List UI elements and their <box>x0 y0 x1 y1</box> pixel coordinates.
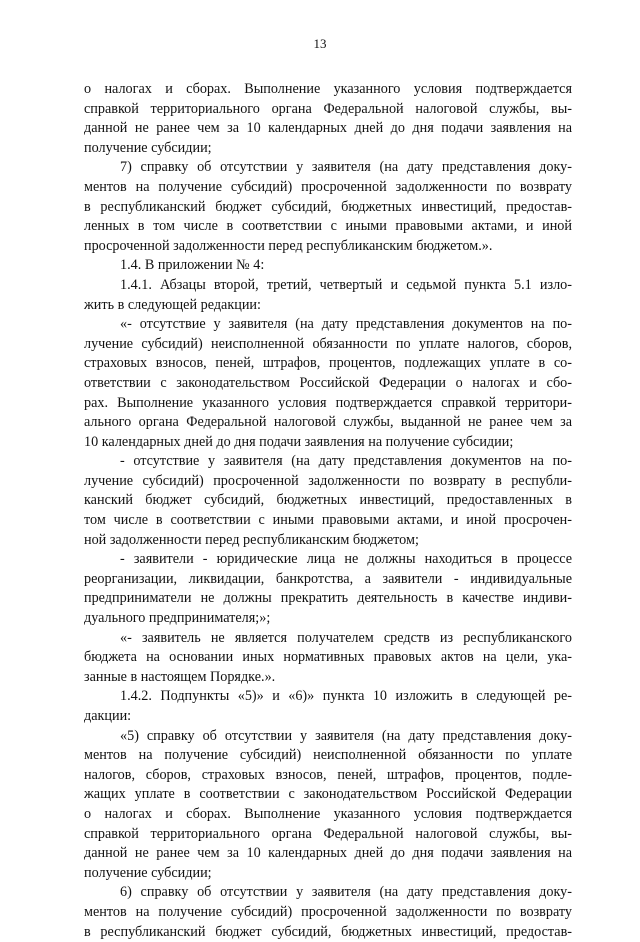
text-line: ленных в том числе в соответствии с иными правовыми актами, и иной <box>84 218 572 235</box>
text-line: о налогах и сборах. Выполнение указанного условия подтверждается <box>84 81 572 97</box>
text-line: реорганизации, ликвидации, банкротства, а заявители - индивидуальные <box>84 570 572 587</box>
text-line: 1.4.2. Подпункты «5)» и «6)» пункта 10 изложить в следующей ре- <box>120 688 572 705</box>
text-line: том числе в соответствии с иными правовыми актами, и иной просрочен- <box>84 512 572 529</box>
text-line: дакции: <box>84 708 132 724</box>
text-line: ментов на получение субсидий) просроченной задолженности по возврату <box>84 903 572 920</box>
text-line: данной не ранее чем за 10 календарных дней до дня подачи заявления на <box>84 845 572 862</box>
page-number: 13 <box>313 36 327 51</box>
text-line: 6) справку об отсутствии у заявителя (на дату представления доку- <box>120 884 572 901</box>
text-line: «- отсутствие у заявителя (на дату представления документов на по- <box>120 316 572 333</box>
text-line: рах. Выполнение указанного условия подтверждается справкой территори- <box>84 394 572 411</box>
document-body <box>84 80 572 942</box>
text-line: данной не ранее чем за 10 календарных дней до дня подачи заявления на <box>84 120 572 137</box>
text-line: о налогах и сборах. Выполнение указанного условия подтверждается <box>84 805 572 822</box>
text-line: ального органа Федеральной налоговой службы, выданной не ранее чем за <box>84 414 572 431</box>
text-line: лучение субсидий) просроченной задолженности по возврату в республи- <box>84 472 572 489</box>
text-line: жить в следующей редакции: <box>84 296 261 313</box>
text-line: канский бюджет субсидий, бюджетных инвестиций, предоставленных в <box>84 492 572 509</box>
text-line: ответствии с законодательством Российской Федерации о налогах и сбо- <box>84 374 572 391</box>
text-line: просроченной задолженности перед республиканским бюджетом.». <box>84 237 493 254</box>
text-line: 1.4.1. Абзацы второй, третий, четвертый и седьмой пункта 5.1 изло- <box>120 276 572 293</box>
text-line: справкой территориального органа Федеральной налоговой службы, вы- <box>84 825 572 842</box>
text-line: в республиканский бюджет субсидий, бюджетных инвестиций, предостав- <box>84 198 572 215</box>
text-line: дуального предпринимателя;»; <box>84 610 271 627</box>
text-line: предприниматели не должны прекратить деятельность в качестве индиви- <box>84 590 572 607</box>
text-line: бюджета на основании иных нормативных правовых актов на цели, ука- <box>84 649 572 666</box>
text-line: 7) справку об отсутствии у заявителя (на дату представления доку- <box>120 159 572 176</box>
text-line: получение субсидии; <box>84 139 212 156</box>
text-line: страховых взносов, пеней, штрафов, процентов, подлежащих уплате в со- <box>84 355 572 372</box>
text-line: 1.4. В приложении № 4: <box>120 257 265 274</box>
text-line: 10 календарных дней до дня подачи заявления на получение субсидии; <box>84 433 514 450</box>
text-line: получение субсидии; <box>84 864 212 881</box>
text-line: занные в настоящем Порядке.». <box>84 668 276 685</box>
text-line: жащих уплате в соответствии с законодательством Российской Федерации <box>84 786 572 803</box>
text-line: справкой территориального органа Федеральной налоговой службы, вы- <box>84 100 572 117</box>
text-line: - отсутствие у заявителя (на дату представления документов на по- <box>120 453 572 470</box>
text-line: ментов на получение субсидий) просроченной задолженности по возврату <box>84 178 572 195</box>
text-line: в республиканский бюджет субсидий, бюджетных инвестиций, предостав- <box>84 923 572 940</box>
text-line: ной задолженности перед республиканским бюджетом; <box>84 531 419 548</box>
text-line: - заявители - юридические лица не должны находиться в процессе <box>120 551 572 568</box>
text-line: лучение субсидий) неисполненной обязанности по уплате налогов, сборов, <box>84 335 572 352</box>
text-line: «- заявитель не является получателем средств из республиканского <box>120 629 572 646</box>
text-line: «5) справку об отсутствии у заявителя (на дату представления доку- <box>120 727 572 744</box>
text-line: налогов, сборов, страховых взносов, пеней, штрафов, процентов, подле- <box>84 766 572 783</box>
text-line: ментов на получение субсидий) неисполненной обязанности по уплате <box>84 747 572 764</box>
